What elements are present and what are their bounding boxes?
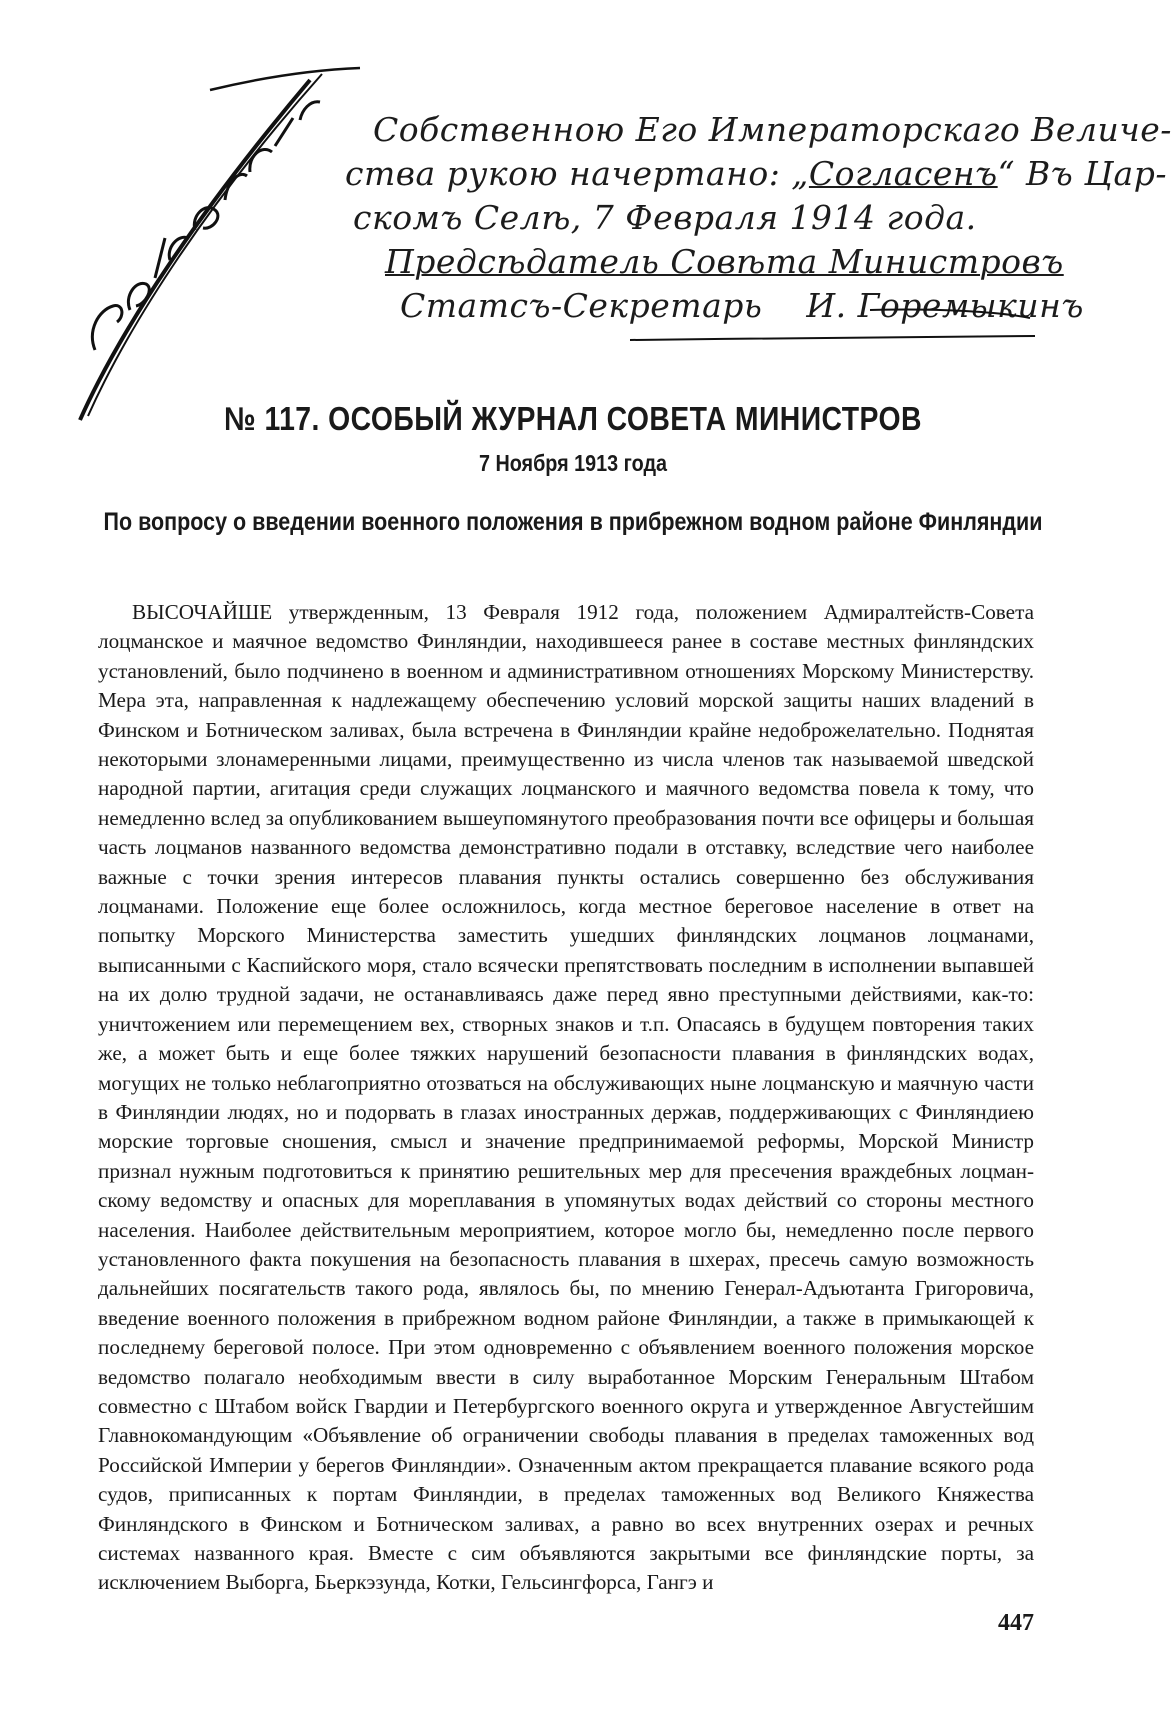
document-body: ВЫСОЧАЙШЕ утвержденным, 13 Февраля 1912 года, положением Адмиралтейств-Совета лоцманское и маячное ведомство Финляндии, находившееся ранее в составе местных финляндских установлений, было подчинено в военном и административном отношениях Морскому Министерству. Мера эта, направленная к надлежащему обеспечению условий морской защиты наших владений в Финском и Ботническом заливах, была встречена в Финляндии крайне недоброжелательно. Поднятая некоторыми злонамеренными лицами, преимущественно из числа членов так называемой шведской народной партии, агитация среди служащих лоцманского и маячного ведомства повела к тому, что немедленно вслед за опубликованием вышеупомянутого преобразования почти все офицеры и большая часть лоцманов названного ведомства демонстративно подали в отставку, вследствие чего наиболее важные с точки зрения интересов плавания пункты остались совершенно без обслуживания лоцманами. Положение еще более осложнилось, когда местное береговое население в ответ на попытку Морского Министерства заместить ушедших финляндских лоцманов лоцманами, выписанными с Каспийского моря, стало всячески препятствовать последним в исполнении выпавшей на их долю трудной задачи, не останавливаясь даже перед явно преступными действиями, как-то: уничтожением или перемещением вех, створных знаков и т.п. Опасаясь в будущем повторения таких же, а может быть и еще более тяжких нарушений безопасности плавания в финляндских водах, могущих не только неблагоприятно отозваться на обслуживающих ныне лоцманскую и маячную части в Финляндии людях, но и подорвать в глазах иностранных держав, поддерживающих с Финляндиею морские торговые сношения, смысл и значение предпринимаемой реформы, Морской Министр признал нужным подготовиться к принятию решительных мер для пресечения враждебных лоцманскому ведомству и опасных для мореплавания в упомянутых водах действий со стороны местного населения. Наиболее действительным мероприятием, которое могло бы, немедленно после первого установленного факта покушения на безопасность плавания в шхерах, пресечь самую возможность дальнейших посягательств такого рода, являлось бы, по мнению Генерал-Адъютанта Григоровича, введение военного положения в прибрежном водном районе Финляндии, а также в примыкающей к последнему береговой полосе. При этом одновременно с объявлением военного положения морское ведомство полагало необходимым ввести в силу выработанное Морским Генеральным Штабом совместно с Штабом войск Гвардии и Петербургского военного округа и утвержденное Августейшим Главнокомандующим «Объявление об ограничении свободы плавания в пределах таможенных вод Российской Империи у берегов Финляндии». Означенным актом прекращается плавание всякого рода судов, приписанных к портам Финляндии, в пределах таможенных вод Великого Княжества Финляндского в Финском и Ботническом заливах, а равно во всех внутренних озерах и речных системах названного края. Вместе с сим объявляются закрытыми все финляндские порты, за исключением Выборга, Бьеркэзунда, Котки, Гельсингфорса, Гангэ и [98,600,1034,1595]
approval-signature-icon [60,60,360,430]
handwritten-line-4: Предсѣдатель Совѣта Министровъ [385,242,1064,281]
approval-word: Согласенъ [808,154,998,193]
secretary-title: Статсъ-Секретарь [400,286,763,325]
handwritten-resolution [345,108,1172,328]
document-title: № 117. ОСОБЫЙ ЖУРНАЛ СОВЕТА МИНИСТРОВ [224,400,922,437]
secretary-signature: И. Горемыкинъ [806,286,1084,325]
handwritten-line-2-end: “ Въ Цар- [997,154,1167,193]
document-date: 7 Ноября 1913 года [478,450,668,476]
page-number: 447 [998,1610,1034,1636]
handwritten-line-1: Собственною Его Императорскаго Величе- [373,110,1172,149]
document-subject: По вопросу о введении военного положения в прибрежном водном районе Финляндии [103,508,1043,536]
handwritten-line-2-start: ства рукою начертано: „ [345,154,809,193]
handwritten-line-3: скомъ Селѣ, 7 Февраля 1914 года. [353,198,977,237]
handwritten-line-2 [345,152,1167,196]
signature-flourish-icon [620,300,1040,380]
